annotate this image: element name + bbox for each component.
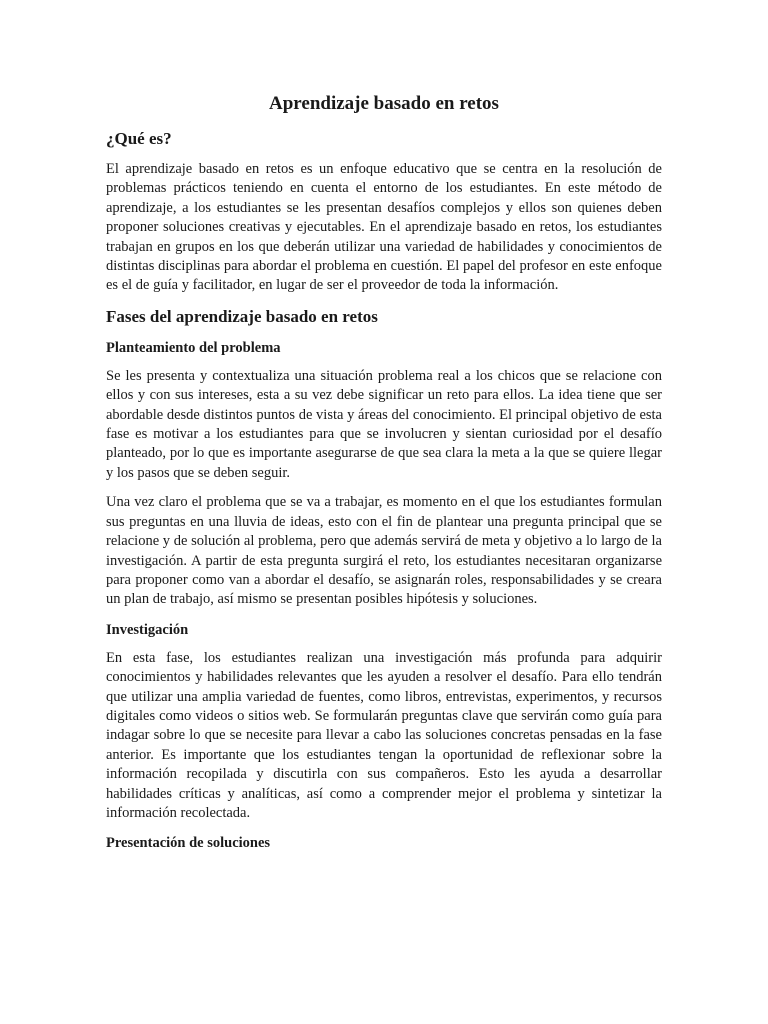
paragraph-planteamiento-2: Una vez claro el problema que se va a trabajar, es momento en el que los estudiantes formulan sus preguntas en una lluvia de ideas, esto con el fin de plantear una pregunta principal que se relacione y de solución al problema, pero que además servirá de meta y objetivo a lo largo de la investigación. A partir de esta pregunta surgirá el reto, los estudiantes necesitaran organizarse para proponer como van a abordar el desafío, se asignarán roles, responsabilidades y se creara un plan de trabajo, así mismo se presentan posibles hipótesis y soluciones.: [106, 494, 662, 608]
subsection-heading-investigacion: Investigación: [106, 621, 189, 638]
paragraph-planteamiento-1: Se les presenta y contextualiza una situación problema real a los chicos que se relacione con ellos y con sus intereses, esta a su vez debe significar un reto para ellos. La idea tiene que ser abordable desde distintos puntos de vista y áreas del conocimiento. El principal objetivo de esta fase es motivar a los estudiantes para que se involucren y sientan curiosidad por el desafío planteado, por lo que es importante asegurarse de que sea clara la meta a la que se quiere llegar y los pasos que se deben seguir.: [106, 367, 662, 481]
page-title: Aprendizaje basado en retos: [269, 93, 499, 114]
subsection-heading-planteamiento: Planteamiento del problema: [106, 339, 281, 356]
subsection-heading-presentacion: Presentación de soluciones: [106, 835, 271, 852]
section-heading-fases: Fases del aprendizaje basado en retos: [106, 306, 378, 326]
section-heading-que-es: ¿Qué es?: [106, 129, 172, 148]
paragraph-investigacion: En esta fase, los estudiantes realizan una investigación más profunda para adquirir conocimientos y habilidades relevantes que les ayuden a resolver el desafío. Para ello tendrán que utilizar una amplia variedad de fuentes, como libros, entrevistas, experimentos, y recursos digitales como videos o sitios web. Se formularán preguntas clave que servirán como guía para indagar sobre lo que se necesite para llevar a cabo las soluciones concretas pensadas en la fase anterior. Es importante que los estudiantes tengan la oportunidad de reflexionar sobre la información recopilada y discutirla con sus compañeros. Esto les ayuda a desarrollar habilidades críticas y analíticas, así como a comprender mejor el problema y sintetizar la información recolectada.: [106, 649, 662, 821]
paragraph-que-es: El aprendizaje basado en retos es un enfoque educativo que se centra en la resolución de problemas prácticos teniendo en cuenta el entorno de los estudiantes. En este método de aprendizaje, a los estudiantes se les presentan desafíos complejos y ellos son quienes deben proponer soluciones creativas y ejecutables. En el aprendizaje basado en retos, los estudiantes trabajan en grupos en los que deberán utilizar una variedad de habilidades y conocimientos de distintas disciplinas para abordar el problema en cuestión. El papel del profesor en este enfoque es el de guía y facilitador, en lugar de ser el proveedor de toda la información.: [106, 161, 662, 294]
